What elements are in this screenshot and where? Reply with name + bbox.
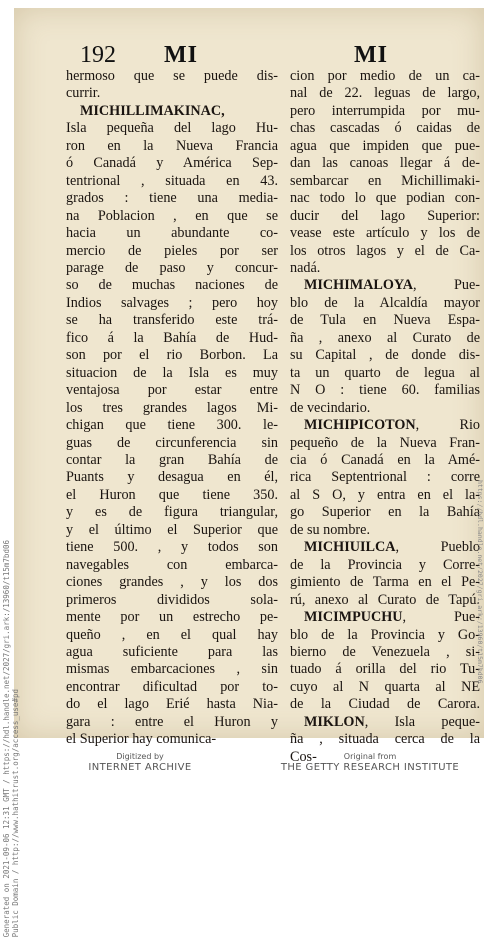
text-line: situacion de la Isla es muy <box>66 364 278 381</box>
text-line: grados : tiene una media- <box>66 190 278 207</box>
stamp-line: Public Domain / http://www.hathitrust.org/access_use#pd <box>11 689 20 937</box>
text-line: ña , anexo al Curato de <box>290 329 480 346</box>
text-line: Indios salvages ; pero hoy <box>66 294 278 311</box>
text-line <box>290 609 480 626</box>
text-line: cuyo al N quarta al NE <box>290 678 480 695</box>
entry-text: , Pueblo <box>395 539 480 556</box>
text-line: blo de la Provincia y Go- <box>290 626 480 643</box>
text-line: so de muchas naciones de <box>66 277 278 294</box>
page-number: 192 <box>80 42 116 68</box>
right-text-column <box>290 68 480 766</box>
text-line: guas de circunferencia sin <box>66 434 278 451</box>
text-line: na Poblacion , en que se <box>66 207 278 224</box>
text-line: hermoso que se puede dis- <box>66 68 278 84</box>
text-line: son por el rio Borbon. La <box>66 347 278 364</box>
text-line: contar la gran Bahía de <box>66 451 278 468</box>
text-line: ron en la Nueva Francia <box>66 137 278 154</box>
text-line: nac todo lo que podian con- <box>290 190 480 207</box>
text-line: dan las canoas llegar á de- <box>290 155 480 172</box>
handle-stamp: https://hdl.handle.net/2027/gri.ark:/13960/t15m7bd06 <box>476 480 484 684</box>
text-line: queño , en el qual hay <box>66 626 278 643</box>
text-line: bierno de Venezuela , si- <box>290 643 480 660</box>
text-line: parage de paso y concur- <box>66 259 278 276</box>
text-line: ciones grandes , y los dos <box>66 574 278 591</box>
digitizer-name: INTERNET ARCHIVE <box>88 762 192 773</box>
text-line: gara : entre el Huron y <box>66 713 278 730</box>
text-line: nadá. <box>290 259 321 276</box>
text-line: de la Ciudad de Carora. <box>290 696 480 713</box>
text-line: los tres grandes lagos Mi- <box>66 399 278 416</box>
text-line: pequeño de la Nueva Fran- <box>290 434 480 451</box>
text-line <box>66 103 278 120</box>
entry-text: , Pue- <box>413 277 480 294</box>
text-line: mercio de pieles por ser <box>66 242 278 259</box>
text-line: currir. <box>66 85 101 102</box>
text-line <box>290 277 480 294</box>
text-line: ta un quarto de legua al <box>290 364 480 381</box>
text-line: ó Canadá y América Sep- <box>66 155 278 172</box>
text-line: hacia un abundante co- <box>66 225 278 242</box>
text-line: chas cascadas ó caidas de <box>290 120 480 137</box>
text-line: ña , situada cerca de la <box>290 731 480 748</box>
text-line: tuado á orilla del rio Tu- <box>290 661 480 678</box>
text-line: se ha transferido este trá- <box>66 312 278 329</box>
text-line: ventajosa por estar entre <box>66 382 278 399</box>
text-line <box>290 417 480 434</box>
text-line: encontrar dificultad por to- <box>66 678 278 695</box>
text-line: mente por un estrecho pe- <box>66 609 278 626</box>
text-line: nal de 22. leguas de largo, <box>290 85 480 102</box>
text-line: de Tula en Nueva Espa- <box>290 312 480 329</box>
text-line: de su nombre. <box>290 521 370 538</box>
text-line: agua que impiden que pue- <box>290 137 480 154</box>
text-line: ducir del lago Superior: <box>290 207 480 224</box>
text-line: fico á la Bahía de Hud- <box>66 329 278 346</box>
text-line: chigan que tiene 300. le- <box>66 417 278 434</box>
text-line: y el último el Superior que <box>66 521 278 538</box>
entry-text: , Isla peque- <box>364 713 480 730</box>
text-line: el Huron que tiene 350. <box>66 486 278 503</box>
text-line: Puants y desagua en él, <box>66 469 278 486</box>
original-from-label: Original from <box>343 752 397 761</box>
entry-headword: MICHIMALOYA <box>304 277 414 294</box>
text-line: sembarcar en Michillimaki- <box>290 172 480 189</box>
text-line: tiene 500. , y todos son <box>66 539 278 556</box>
text-line: su Capital , de donde dis- <box>290 347 480 364</box>
digitized-by-label: Digitized by <box>116 752 164 761</box>
text-line: agua suficiente para las <box>66 643 278 660</box>
text-line: mismas embarcaciones , sin <box>66 661 278 678</box>
stamp-line: Generated on 2021-09-06 12:31 GMT / https://hdl.handle.net/2027/gri.ark:/13960/t15m7bd06 <box>2 540 11 937</box>
text-line: el Superior hay comunica- <box>66 731 217 748</box>
source-credit <box>270 752 470 774</box>
source-name: THE GETTY RESEARCH INSTITUTE <box>280 762 460 773</box>
text-line: rú, anexo al Curato de Tapú. <box>290 591 480 608</box>
entry-text: , Rio <box>415 417 480 434</box>
text-line: go Superior en la Bahía <box>290 504 480 521</box>
entry-text: , Pue- <box>402 609 480 626</box>
hathitrust-stamp <box>2 540 20 937</box>
text-line: Isla pequeña del lago Hu- <box>66 120 278 137</box>
left-running-head: MI <box>164 42 198 68</box>
text-line: do el lago Erié hasta Nia- <box>66 696 278 713</box>
text-line: primeros divididos sola- <box>66 591 278 608</box>
entry-headword: MICHIUILCA <box>304 539 396 556</box>
entry-headword: MICHILLIMAKINAC, <box>80 102 225 119</box>
text-line: pero interrumpida por mu- <box>290 102 480 119</box>
text-line: Cos- <box>290 748 317 765</box>
text-line: los otros lagos y el de Ca- <box>290 242 480 259</box>
text-line: gimiento de Tarma en el Pe- <box>290 574 480 591</box>
text-line: al S O, y entra en el la- <box>290 486 480 503</box>
text-line: rica Septentrional : corre <box>290 469 480 486</box>
text-line <box>290 714 480 731</box>
text-line: tentrional , situada en 43. <box>66 172 278 189</box>
entry-headword: MIKLON <box>304 713 365 730</box>
text-line: N O : tiene 60. familias <box>290 382 480 399</box>
text-line: blo de la Alcaldía mayor <box>290 294 480 311</box>
text-line <box>290 539 480 556</box>
entry-headword: MICIMPUCHU <box>304 609 403 626</box>
text-line: de vecindario. <box>290 399 371 416</box>
text-line: y es de figura triangular, <box>66 504 278 521</box>
text-line: navegables con embarca- <box>66 556 278 573</box>
text-line: cion por medio de un ca- <box>290 68 480 84</box>
text-line: de la Provincia y Corre- <box>290 556 480 573</box>
text-line: vease este artículo y los de <box>290 225 480 242</box>
left-text-column <box>66 68 278 749</box>
right-running-head: MI <box>354 42 388 68</box>
text-line: cia ó Canadá en la Amé- <box>290 451 480 468</box>
entry-headword: MICHIPICOTON <box>304 417 416 434</box>
digitizer-credit <box>70 752 210 774</box>
